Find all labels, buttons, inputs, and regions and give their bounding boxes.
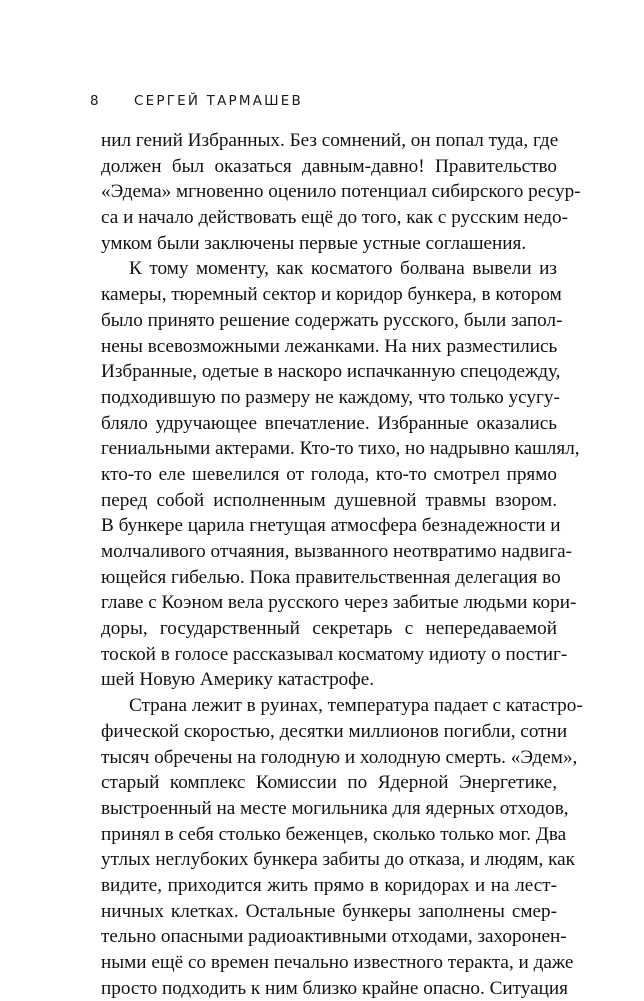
running-head bbox=[90, 93, 550, 115]
text-line: камеры, тюремный сектор и коридор бункера, в котором bbox=[101, 284, 562, 306]
text-line: ничных клетках. Остальные бункеры заполнены смер- bbox=[101, 900, 557, 922]
text-line: было принято решение содержать русского, были запол- bbox=[101, 309, 563, 331]
text-line: нены всевозможными лежанками. На них разместились bbox=[101, 335, 558, 357]
page-number: 8 bbox=[90, 93, 101, 109]
author-name: СЕРГЕЙ ТАРМАШЕВ bbox=[134, 93, 303, 109]
body-text bbox=[101, 128, 583, 1001]
text-line: молчаливого отчаяния, вызванного неотвратимо надвига- bbox=[101, 541, 573, 562]
text-line: нил гений Избранных. Без сомнений, он попал туда, где bbox=[101, 130, 559, 151]
text-line: тысяч обречены на голодную и холодную смерть. «Эдем», bbox=[101, 746, 578, 768]
text-line: тельно опасными радиоактивными отходами, захоронен- bbox=[101, 926, 567, 948]
text-line: тоской в голосе рассказывал косматому идиоту о постиг- bbox=[101, 643, 568, 665]
text-line: подходившую по размеру не каждому, что только усугу- bbox=[101, 386, 560, 408]
text-line: старый комплекс Комиссии по Ядерной Энергетике, bbox=[101, 772, 557, 794]
paragraph bbox=[101, 693, 583, 1001]
text-line: выстроенный на месте могильника для ядерных отходов, bbox=[101, 797, 569, 819]
text-line: са и начало действовать ещё до того, как с русским недо- bbox=[101, 207, 568, 229]
text-line: шей Новую Америку катастрофе. bbox=[101, 669, 375, 691]
text-line: В бункере царила гнетущая атмосфера безнадежности и bbox=[101, 515, 561, 537]
paragraph bbox=[101, 128, 581, 256]
text-line: принял в себя столько беженцев, сколько только мог. Два bbox=[101, 823, 567, 845]
text-line: фической скоростью, десятки миллионов погибли, сотни bbox=[101, 720, 568, 742]
text-line: утлых неглубоких бункера забиты до отказа, и людям, как bbox=[101, 849, 575, 871]
text-line: Избранные, одетые в наскоро испачканную спецодежду, bbox=[101, 361, 561, 383]
text-line: перед собой исполненным душевной травмы взором. bbox=[101, 489, 557, 511]
text-line: кто-то еле шевелился от голода, кто-то смотрел прямо bbox=[101, 463, 557, 485]
text-line: гениальными актерами. Кто-то тихо, но надрывно кашлял, bbox=[101, 438, 580, 460]
text-line: должен был оказаться давным-давно! Правительство bbox=[101, 155, 557, 177]
text-line: бляло удручающее впечатление. Избранные оказались bbox=[101, 412, 557, 434]
text-line: видите, приходится жить прямо в коридорах и на лест- bbox=[101, 874, 557, 896]
text-line: Страна лежит в руинах, температура падает с катастро- bbox=[129, 695, 583, 717]
text-line: ющейся гибелью. Пока правительственная делегация во bbox=[101, 566, 561, 588]
paragraph bbox=[101, 256, 580, 693]
text-line: «Эдема» мгновенно оценило потенциал сибирского ресур- bbox=[101, 181, 581, 203]
text-line: просто подходить к ним близко крайне опасно. Ситуация bbox=[101, 977, 568, 999]
text-line: доры, государственный секретарь с непередаваемой bbox=[101, 618, 557, 640]
text-line: ными ещё со времен печально известного теракта, и даже bbox=[101, 952, 574, 973]
text-line: умком были заключены первые устные соглашения. bbox=[101, 232, 527, 254]
text-line: главе с Коэном вела русского через забитые людьми кори- bbox=[101, 592, 577, 614]
text-line: К тому моменту, как косматого болвана вывели из bbox=[129, 258, 557, 280]
